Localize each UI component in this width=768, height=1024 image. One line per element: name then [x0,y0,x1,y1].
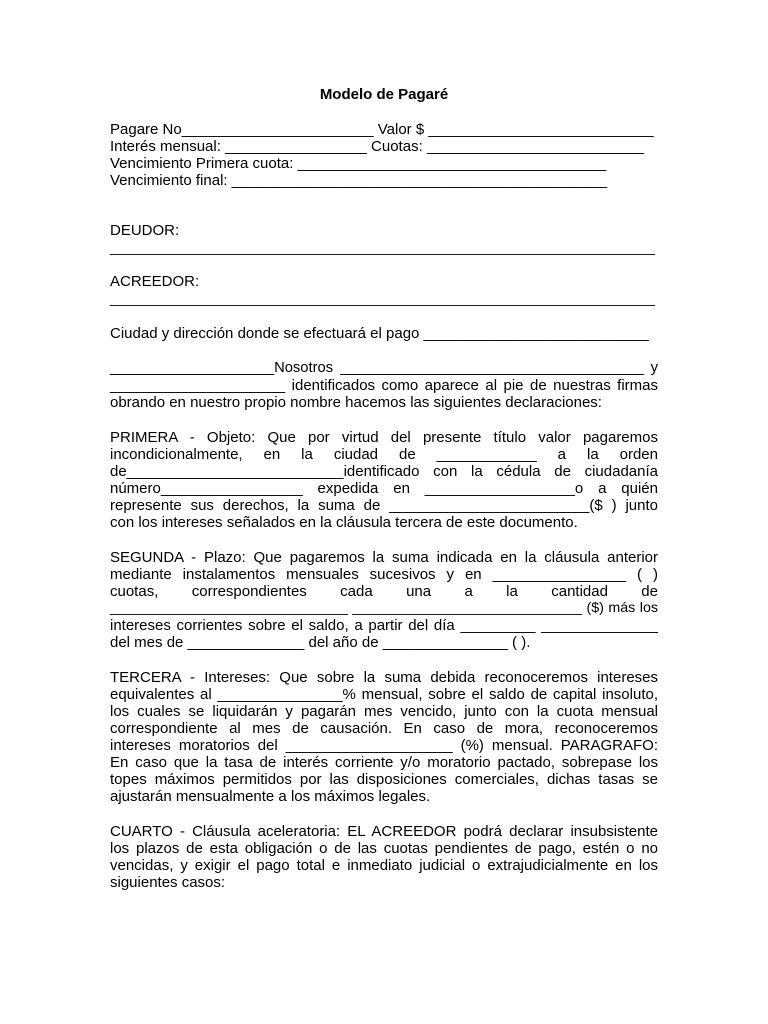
intro-line: ____________________Nosotros _____________________________________ y [110,360,658,376]
tercera-line: TERCERA - Intereses: Que sobre la suma debida reconoceremos intereses [110,669,658,686]
segunda-line: del mes de ______________ del año de _______________ ( ). [110,634,531,651]
tercera-line: los cuales se liquidarán y pagarán mes vencido, junto con la cuota mensual [110,703,658,720]
segunda-line: cuotas, correspondientes cada una a la cantidad de [110,583,658,600]
tercera-line: equivalentes al _______________% mensual, sobre el saldo de capital insoluto, [110,686,658,703]
header-fields [110,121,658,189]
cuarto-line: vencidas, y exigir el pago total e inmediato judicial o extrajudicialmente en los [110,857,658,874]
acreedor-blank: ______________________________________________________________________ [110,290,656,306]
cuarto-line: los plazos de esta obligación o de las cuotas pendientes de pago, estén o no [110,840,658,857]
document-title: Modelo de Pagaré [319,86,449,103]
intro-line: _____________________ identificados como aparece al pie de nuestras firmas [110,377,658,394]
cuarto-clause [110,823,658,891]
cuarto-line: siguientes casos: [110,874,226,891]
tercera-line: intereses moratorios del ____________________ (%) mensual. PARAGRAFO: [110,737,658,754]
tercera-line: topes máximos permitidos por las disposiciones comerciales, dichas tasas se [110,771,658,788]
ciudad-line: Ciudad y dirección donde se efectuará el pago ___________________________ [110,325,649,342]
document-page [110,86,658,891]
primera-line: número_________________ expedida en __________________o a quién [110,480,658,497]
segunda-line: SEGUNDA - Plazo: Que pagaremos la suma indicada en la cláusula anterior [110,549,658,566]
acreedor-label: ACREEDOR: [110,273,200,290]
primera-line: con los intereses señalados en la cláusula tercera de este documento. [110,514,578,531]
primera-line: de__________________________identificado con la cédula de ciudadanía [110,463,658,480]
tercera-line: ajustarán mensualmente a los máximos legales. [110,788,431,805]
cuarto-line: CUARTO - Cláusula aceleratoria: EL ACREEDOR podrá declarar insubsistente [110,823,658,840]
deudor-label: DEUDOR: [110,222,180,239]
primera-line: incondicionalmente, en la ciudad de ____________ a la orden [110,446,658,463]
intro-paragraph [110,360,658,411]
deudor-blank: ______________________________________________________________________ [110,239,656,255]
primera-line: PRIMERA - Objeto: Que por virtud del presente título valor pagaremos [110,429,658,446]
first-due-line: Vencimiento Primera cuota: _____________________________________ [110,155,607,172]
pagare-number-line: Pagare No_______________________ Valor $ ___________________________ [110,121,654,138]
acreedor-section [110,273,658,307]
segunda-line: mediante instalamentos mensuales sucesivos y en ________________ ( ) [110,566,658,583]
primera-clause [110,429,658,531]
final-due-line: Vencimiento final: _____________________________________________ [110,172,608,189]
deudor-section [110,222,658,256]
interest-line: Interés mensual: _________________ Cuotas: __________________________ [110,138,644,155]
tercera-line: correspondiente al mes de causación. En caso de mora, reconoceremos [110,720,658,737]
segunda-line: intereses corrientes sobre el saldo, a partir del día _________ ______________ [110,617,658,634]
tercera-clause [110,669,658,805]
intro-line: obrando en nuestro propio nombre hacemos las siguientes declaraciones: [110,394,602,411]
primera-line: represente sus derechos, la suma de ________________________($ ) junto [110,497,658,514]
segunda-line: ______________________________ _____________________________ ($) más los [110,600,658,616]
tercera-line: En caso que la tasa de interés corriente y/o moratorio pactado, sobrepase los [110,754,658,771]
segunda-clause [110,549,658,651]
